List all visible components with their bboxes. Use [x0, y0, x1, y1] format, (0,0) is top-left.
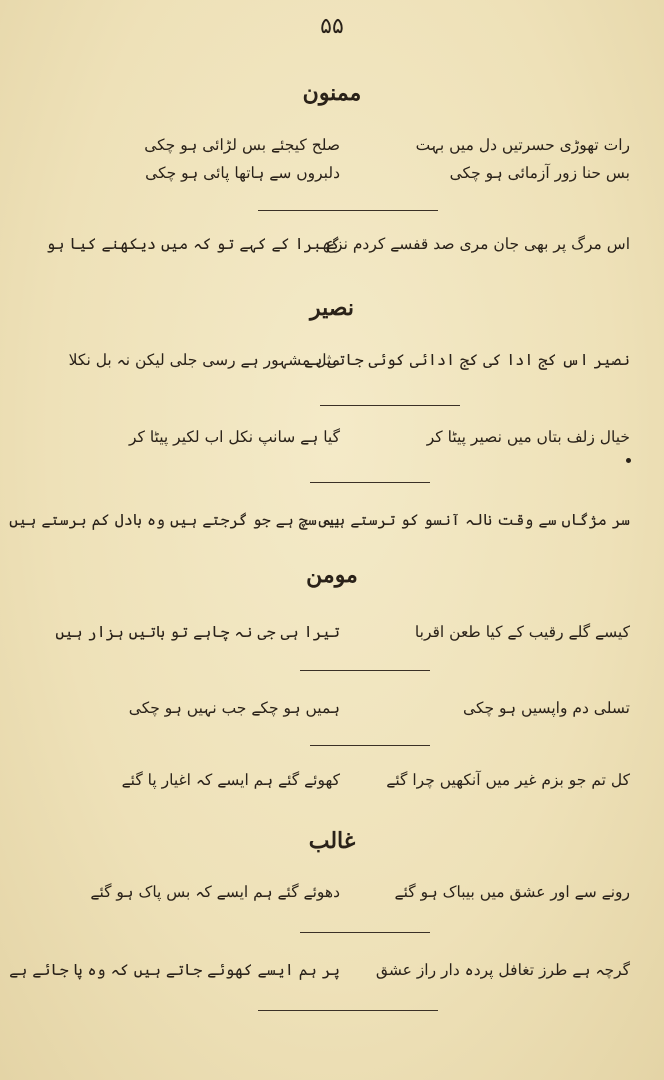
misra-second: دھوئے گئے ہم ایسے کہ بس پاک ہو گئے [90, 883, 340, 901]
misra-first: اس مرگ پر بھی جان مری صد قفسے کردم نزع [325, 235, 630, 253]
misra-second: تیرا ہی جی نہ چاہے تو باتیں ہزار ہیں [55, 623, 340, 641]
divider [310, 745, 430, 746]
ink-dot [626, 458, 631, 463]
misra-second: ہمیں ہو چکے جب نہیں ہو چکی [128, 699, 340, 717]
page-number: ۵۵ [320, 14, 344, 39]
couplet [70, 133, 630, 157]
divider [258, 210, 438, 211]
misra-second: کھوئے گئے ہم ایسے کہ اغیار پا گئے [121, 771, 340, 789]
divider [300, 670, 430, 671]
couplet [55, 620, 630, 644]
couplet [70, 348, 630, 372]
divider [320, 405, 460, 406]
misra-first: گرچہ ہے طرز تغافل پردہ دار راز عشق [375, 961, 630, 979]
couplet [9, 508, 630, 532]
misra-first: کیسے گلے رقیب کے کیا طعن اقربا [414, 623, 630, 641]
poet-heading-momin: مومن [306, 562, 358, 588]
poet-heading-ghalib: غالب [308, 828, 356, 854]
misra-second: گیا ہے سانپ نکل اب لکیر پیٹا کر [128, 428, 340, 446]
misra-first: رونے سے اور عشق میں بیباک ہو گئے [394, 883, 630, 901]
divider [300, 932, 430, 933]
misra-first: خیال زلف بتاں میں نصیر پیٹا کر [426, 428, 630, 446]
misra-second: صلح کیجئے بس لڑائی ہو چکی [144, 136, 340, 154]
misra-first: بس حنا زور آزمائی ہو چکی [449, 164, 630, 182]
couplet [70, 768, 630, 792]
misra-second: دلبروں سے ہاتھا پائی ہو چکی [145, 164, 340, 182]
couplet [9, 958, 630, 982]
couplet [70, 161, 630, 185]
misra-second: پر ہم ایسے کھوئے جاتے ہیں کہ وہ پا جائے ہے [9, 961, 340, 979]
poet-heading-naseer: نصیر [310, 295, 354, 321]
couplet [70, 425, 630, 449]
misra-first: تسلی دم واپسیں ہو چکی [463, 699, 630, 717]
misra-first: رات تھوڑی حسرتیں دل میں بہت [415, 136, 630, 154]
misra-second: مثل مشہور ہے رسی جلی لیکن نہ بل نکلا [68, 351, 340, 369]
divider [258, 1010, 438, 1011]
misra-first: سر مژگاں سے وقت نالہ آنسو کو ترستے ہیں [318, 511, 630, 529]
couplet [70, 696, 630, 720]
couplet [46, 232, 630, 256]
misra-second: یہ سچ ہے جو گرجتے ہیں وہ بادل کم برستے ہیں [9, 511, 340, 529]
divider [310, 482, 430, 483]
misra-first: نصیر اس کج ادا کی کج ادائی کوئی جاتی ہے [304, 351, 630, 369]
poet-heading-mamnoon: ممنون [302, 80, 362, 106]
couplet [70, 880, 630, 904]
misra-second: گھبرا کے کہے تو کہ میں دیکھنے کیا ہو [46, 235, 340, 253]
misra-first: کل تم جو بزم غیر میں آنکھیں چرا گئے [386, 771, 630, 789]
